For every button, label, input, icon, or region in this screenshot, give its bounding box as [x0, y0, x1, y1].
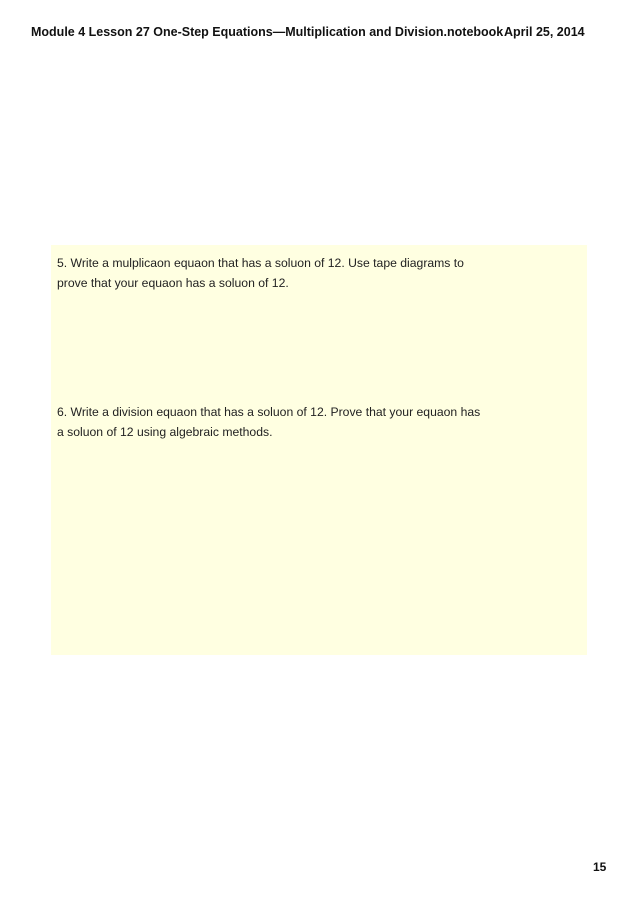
- question-panel: [51, 245, 587, 655]
- question-6-line-2: a soluon of 12 using algebraic methods.: [57, 425, 273, 439]
- question-5-line-1: 5. Write a mulplicaon equaon that has a soluon of 12. Use tape diagrams to: [57, 256, 464, 270]
- notebook-date: April 25, 2014: [504, 25, 585, 39]
- question-5: [57, 253, 557, 293]
- page-number: 15: [593, 860, 607, 874]
- notebook-title: Module 4 Lesson 27 One-Step Equations—Multiplication and Division.notebook: [31, 25, 504, 39]
- question-6-line-1: 6. Write a division equaon that has a soluon of 12. Prove that your equaon has: [57, 405, 481, 419]
- question-6: [57, 402, 557, 442]
- question-5-line-2: prove that your equaon has a soluon of 12.: [57, 276, 289, 290]
